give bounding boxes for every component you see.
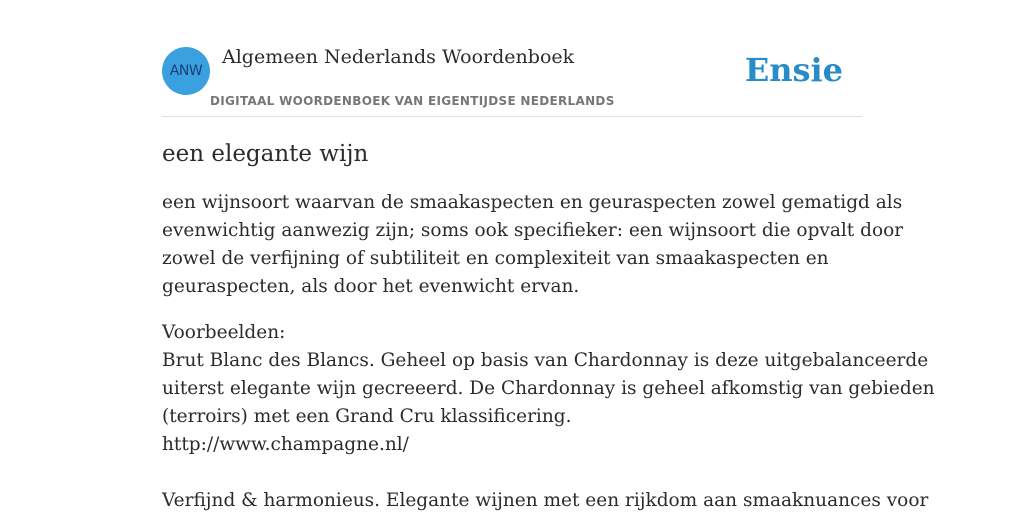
ensie-logo[interactable]: Ensie	[744, 51, 843, 89]
site-tagline: DIGITAAL WOORDENBOEK VAN EIGENTIJDSE NEDERLANDS	[210, 94, 615, 108]
definition-line: geuraspecten, als door het evenwicht ervan.	[162, 276, 580, 297]
entry-term: een elegante wijn	[162, 141, 369, 167]
example-line: (terroirs) met een Grand Cru klassificering.	[162, 406, 572, 427]
entry-content	[162, 138, 935, 512]
example-spacer	[162, 459, 867, 487]
example-line: Verfijnd & harmonieus. Elegante wijnen met een rijkdom aan smaaknuances voor	[162, 490, 929, 511]
example-line: uiterst elegante wijn gecreeerd. De Chardonnay is geheel afkomstig van gebieden	[162, 378, 935, 399]
definition-line: zowel de verfijning of subtiliteit en complexiteit van smaakaspecten en	[162, 248, 829, 269]
site-header	[162, 46, 862, 117]
example-line: Brut Blanc des Blancs. Geheel op basis van Chardonnay is deze uitgebalanceerde	[162, 350, 929, 371]
definition-line: evenwichtig aanwezig zijn; soms ook specifieker: een wijnsoort die opvalt door	[162, 220, 904, 241]
anw-logo[interactable]: ANW	[162, 47, 210, 95]
site-name[interactable]: Algemeen Nederlands Woordenboek	[222, 46, 575, 68]
definition-line: een wijnsoort waarvan de smaakaspecten en geuraspecten zowel gematigd als	[162, 192, 903, 213]
example-source: http://www.champagne.nl/	[162, 434, 409, 455]
entry-definition	[162, 189, 904, 301]
examples-label: Voorbeelden:	[162, 322, 286, 343]
examples-section	[162, 319, 935, 512]
